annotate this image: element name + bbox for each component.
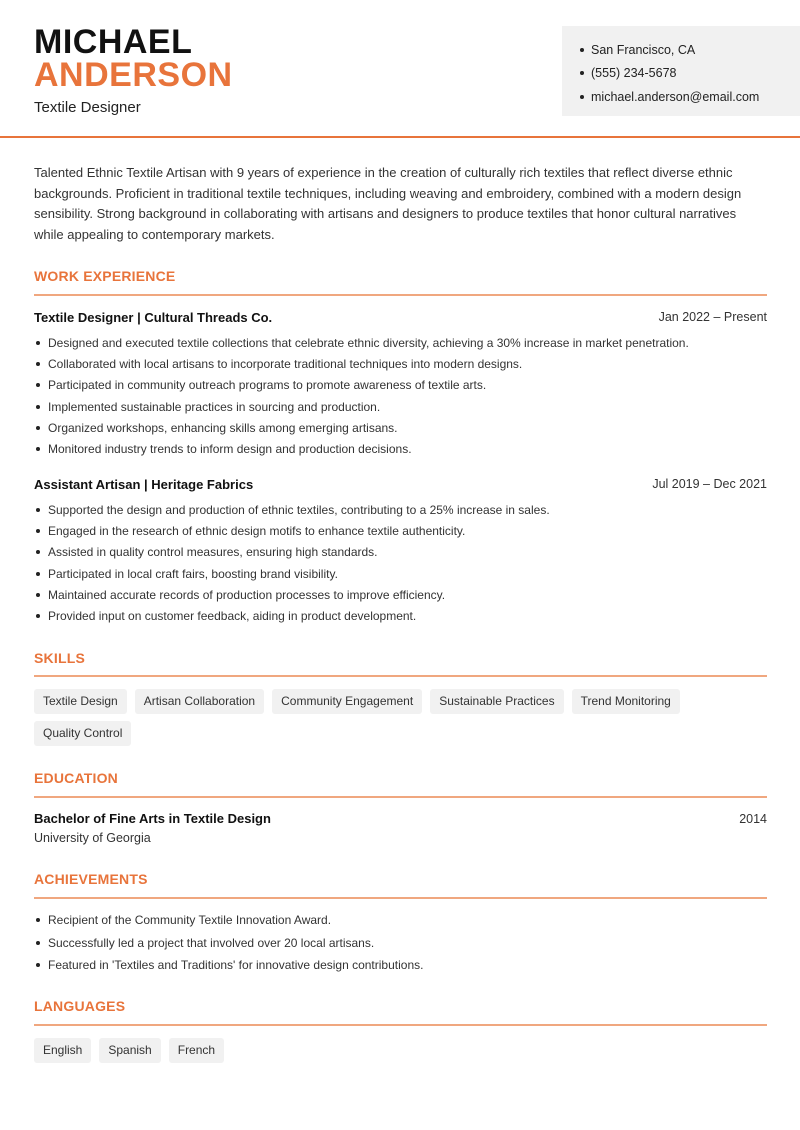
job-2-bullets <box>34 499 769 627</box>
skill-chip: Trend Monitoring <box>572 689 680 714</box>
bullet-icon <box>36 447 40 451</box>
contact-location <box>580 38 800 62</box>
achievements-title: ACHIEVEMENTS <box>34 871 148 887</box>
skill-chip: Textile Design <box>34 689 127 714</box>
language-chip: English <box>34 1038 91 1063</box>
skills-title: SKILLS <box>34 650 85 666</box>
list-item-text: Featured in 'Textiles and Traditions' for innovative design contributions. <box>48 958 424 973</box>
list-item-text: Participated in community outreach programs to promote awareness of textile arts. <box>48 378 487 393</box>
section-divider <box>34 1024 767 1026</box>
bullet-icon <box>36 963 40 967</box>
education-year: 2014 <box>739 812 767 826</box>
list-item-text: Implemented sustainable practices in sourcing and production. <box>48 399 381 414</box>
list-item-text: Provided input on customer feedback, aiding in product development. <box>48 609 417 624</box>
list-item-text: Recipient of the Community Textile Innovation Award. <box>48 913 332 928</box>
first-name: MICHAEL <box>34 23 193 61</box>
skill-chip: Artisan Collaboration <box>135 689 264 714</box>
contact-email-text[interactable]: michael.anderson@email.com <box>591 89 760 104</box>
list-item <box>34 909 769 932</box>
skills-list <box>34 689 769 746</box>
job-1-heading: Textile Designer | Cultural Threads Co. <box>34 310 273 325</box>
bullet-icon <box>36 941 40 945</box>
education-title: EDUCATION <box>34 770 118 786</box>
contact-email[interactable] <box>580 85 800 109</box>
bullet-icon <box>36 362 40 366</box>
list-item-text: Participated in local craft fairs, boosting brand visibility. <box>48 566 338 581</box>
languages-title: LANGUAGES <box>34 998 126 1014</box>
contact-phone-text: (555) 234-5678 <box>591 66 677 81</box>
list-item <box>34 332 769 353</box>
job-2-heading: Assistant Artisan | Heritage Fabrics <box>34 477 254 492</box>
list-item-text: Successfully led a project that involved over 20 local artisans. <box>48 935 375 950</box>
contact-location-text: San Francisco, CA <box>591 42 696 57</box>
list-item-text: Organized workshops, enhancing skills among emerging artisans. <box>48 420 398 435</box>
bullet-icon <box>36 918 40 922</box>
bullet-icon <box>580 48 584 52</box>
bullet-icon <box>36 529 40 533</box>
bullet-icon <box>36 426 40 430</box>
list-item-text: Monitored industry trends to inform design and production decisions. <box>48 442 412 457</box>
job-2-dates: Jul 2019 – Dec 2021 <box>652 477 767 491</box>
job-role: Textile Designer <box>34 99 141 116</box>
education-school: University of Georgia <box>34 831 151 845</box>
list-item <box>34 954 769 977</box>
work-experience-title: WORK EXPERIENCE <box>34 268 176 284</box>
list-item-text: Maintained accurate records of production processes to improve efficiency. <box>48 587 446 602</box>
achievements-list <box>34 909 769 977</box>
list-item-text: Designed and executed textile collections that celebrate ethnic diversity, achieving a 30% increase in market penetration. <box>48 335 689 350</box>
job-1-bullets <box>34 332 769 460</box>
list-item <box>34 375 769 396</box>
contact-phone <box>580 62 800 86</box>
bullet-icon <box>36 508 40 512</box>
job-1-dates: Jan 2022 – Present <box>658 310 767 324</box>
bullet-icon <box>580 71 584 75</box>
list-item-text: Assisted in quality control measures, ensuring high standards. <box>48 545 378 560</box>
bullet-icon <box>36 593 40 597</box>
bullet-icon <box>36 572 40 576</box>
education-degree: Bachelor of Fine Arts in Textile Design <box>34 811 271 826</box>
bullet-icon <box>580 95 584 99</box>
list-item <box>34 417 769 438</box>
language-chip: Spanish <box>99 1038 160 1063</box>
list-item <box>34 563 769 584</box>
section-divider <box>34 897 767 899</box>
languages-list <box>34 1038 769 1063</box>
list-item-text: Engaged in the research of ethnic design motifs to enhance textile authenticity. <box>48 523 466 538</box>
list-item <box>34 396 769 417</box>
section-divider <box>34 675 767 677</box>
resume-header <box>0 0 800 138</box>
bullet-icon <box>36 614 40 618</box>
list-item <box>34 520 769 541</box>
language-chip: French <box>169 1038 224 1063</box>
bullet-icon <box>36 383 40 387</box>
list-item <box>34 353 769 374</box>
bullet-icon <box>36 341 40 345</box>
list-item-text: Supported the design and production of ethnic textiles, contributing to a 25% increase in sales. <box>48 502 550 517</box>
last-name: ANDERSON <box>34 56 233 94</box>
professional-summary: Talented Ethnic Textile Artisan with 9 years of experience in the creation of culturally rich textiles that reflect diverse ethnic backgrounds. Proficient in traditional textile techniques, including weaving and embroidery, combined with a modern design sensibility. Strong background in collaborating with artisans and designers to produce textiles that honor cultural narratives while appealing to contemporary markets. <box>34 165 742 242</box>
bullet-icon <box>36 405 40 409</box>
section-divider <box>34 294 767 296</box>
skill-chip: Community Engagement <box>272 689 422 714</box>
section-divider <box>34 796 767 798</box>
list-item-text: Collaborated with local artisans to incorporate traditional techniques into modern designs. <box>48 356 523 371</box>
bullet-icon <box>36 550 40 554</box>
contact-box <box>562 26 800 116</box>
skill-chip: Sustainable Practices <box>430 689 563 714</box>
list-item <box>34 438 769 459</box>
list-item <box>34 499 769 520</box>
skill-chip: Quality Control <box>34 721 131 746</box>
list-item <box>34 932 769 955</box>
list-item <box>34 605 769 626</box>
list-item <box>34 542 769 563</box>
list-item <box>34 584 769 605</box>
